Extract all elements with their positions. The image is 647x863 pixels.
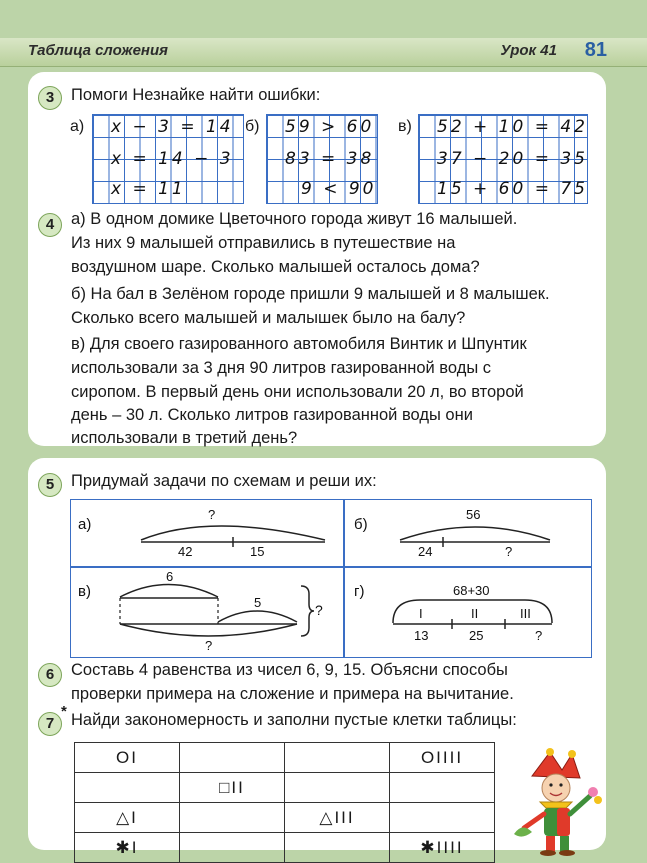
- task3-v-line3: 15 + 60 = 75: [437, 179, 588, 199]
- task4-line: Сколько всего малышей и малышек было на балу?: [71, 309, 466, 327]
- flower-icon: [588, 787, 598, 797]
- leaf-icon: [514, 827, 532, 836]
- task3-b-line1: 59 > 60: [285, 117, 375, 137]
- task-number-7: 7: [38, 712, 62, 736]
- scheme-a-right-value: 15: [250, 544, 265, 559]
- table-row: [75, 773, 495, 803]
- table-row: [75, 743, 495, 773]
- scheme-v-top: 6: [166, 569, 174, 584]
- table-cell: OIIII: [390, 743, 495, 773]
- table-cell-empty[interactable]: [390, 773, 495, 803]
- task4-line: использовали за 3 дня 90 литров газированной воды с: [71, 359, 492, 377]
- task3-b-line2: 83 = 38: [285, 149, 375, 169]
- task3-label-v: в): [398, 118, 412, 135]
- scheme-a: [78, 507, 325, 559]
- table-cell-empty[interactable]: [180, 833, 285, 863]
- task3-v-line1: 52 + 10 = 42: [437, 117, 588, 137]
- scheme-b-arc: [400, 527, 550, 540]
- scheme-g: [354, 583, 552, 643]
- task-number-4: 4: [38, 213, 62, 237]
- scheme-b-right-value: ?: [505, 544, 513, 559]
- scheme-g-label: г): [354, 583, 365, 600]
- table-cell-empty[interactable]: [285, 833, 390, 863]
- jester-arm: [524, 814, 544, 828]
- task6-line: Составь 4 равенства из чисел 6, 9, 15. Объясни способы: [71, 661, 508, 679]
- task4-line: сиропом. В первый день они использовали 20 л, во второй: [71, 383, 524, 401]
- scheme-a-label: а): [78, 516, 92, 533]
- task4-line: Из них 9 малышей отправились в путешествие на: [71, 234, 456, 252]
- task3-a-line3: x = 11: [111, 179, 186, 199]
- task4-line: б) На бал в Зелёном городе пришли 9 малышей и 8 малышек.: [71, 285, 550, 303]
- task3-b-line3: 9 < 90: [301, 179, 377, 199]
- table-cell: ✱IIII: [390, 833, 495, 863]
- jester-illustration: [510, 748, 610, 858]
- task7-star: *: [61, 703, 67, 720]
- table-cell: OI: [75, 743, 180, 773]
- task-number-6: 6: [38, 663, 62, 687]
- table-cell-empty[interactable]: [75, 773, 180, 803]
- scheme-g-part-2: II: [471, 606, 479, 621]
- table-cell-empty[interactable]: [285, 743, 390, 773]
- scheme-b-left-value: 24: [418, 544, 433, 559]
- table-row: [75, 833, 495, 863]
- jester-collar: [540, 802, 572, 808]
- scheme-v-bottom: ?: [205, 638, 213, 653]
- scheme-v-mid: 5: [254, 595, 262, 610]
- table-cell-empty[interactable]: [180, 743, 285, 773]
- jester-face: [542, 774, 570, 802]
- task4-line: использовали в третий день?: [71, 429, 298, 447]
- task3-a-line2: x = 14 − 3: [111, 149, 234, 169]
- table-cell: □II: [180, 773, 285, 803]
- table-cell: △III: [285, 803, 390, 833]
- table-row: [75, 803, 495, 833]
- jester-shoe: [559, 850, 575, 856]
- scheme-g-value-2: 25: [469, 628, 484, 643]
- scheme-b-label: б): [354, 516, 368, 533]
- table-cell-empty[interactable]: [180, 803, 285, 833]
- scheme-g-part-3: III: [520, 606, 531, 621]
- scheme-v-brace-value: ?: [315, 602, 323, 618]
- task7-title: Найди закономерность и заполни пустые клетки таблицы:: [71, 711, 517, 729]
- scheme-v-arc-6: [120, 585, 218, 598]
- scheme-v-arc-bottom: [120, 624, 297, 636]
- jester-bell: [546, 748, 554, 756]
- scheme-v: [78, 569, 323, 653]
- task3-title: Помоги Незнайке найти ошибки:: [71, 86, 321, 104]
- scheme-v-arc-5: [218, 611, 297, 622]
- task3-label-b: б): [245, 118, 260, 135]
- table-cell: ✱I: [75, 833, 180, 863]
- task-number-3: 3: [38, 86, 62, 110]
- scheme-g-part-1: I: [419, 606, 423, 621]
- pattern-table: [74, 742, 495, 863]
- task3-v-line2: 37 − 20 = 35: [437, 149, 588, 169]
- scheme-g-value-3: ?: [535, 628, 543, 643]
- task-number-5: 5: [38, 473, 62, 497]
- header-lesson: Урок 41: [500, 42, 557, 59]
- jester-arm: [570, 796, 590, 814]
- jester-shoe: [540, 850, 556, 856]
- table-cell: △I: [75, 803, 180, 833]
- header-section-title: Таблица сложения: [28, 42, 168, 59]
- task3-a-line1: x − 3 = 14: [111, 117, 234, 137]
- jester-eye: [559, 783, 562, 786]
- jester-eye: [549, 783, 552, 786]
- jester-bell: [568, 750, 576, 758]
- task4-line: день – 30 л. Сколько литров газированной воды они: [71, 406, 473, 424]
- jester-body-half: [557, 808, 570, 836]
- table-cell-empty[interactable]: [390, 803, 495, 833]
- scheme-b: [354, 507, 550, 559]
- scheme-v-label: в): [78, 583, 91, 600]
- task6-line: проверки примера на сложение и примера на вычитание.: [71, 685, 514, 703]
- task3-label-a: а): [70, 118, 85, 135]
- task4-line: в) Для своего газированного автомобиля Винтик и Шпунтик: [71, 335, 527, 353]
- flower-icon: [594, 796, 602, 804]
- task4-line: а) В одном домике Цветочного города живут 16 малышей.: [71, 210, 518, 228]
- task5-title: Придумай задачи по схемам и реши их:: [71, 472, 377, 490]
- scheme-b-top: 56: [466, 507, 481, 522]
- scheme-a-top: ?: [208, 507, 216, 522]
- table-cell-empty[interactable]: [285, 773, 390, 803]
- jester-leg: [560, 836, 569, 852]
- scheme-a-left-value: 42: [178, 544, 193, 559]
- page-number: 81: [584, 39, 607, 61]
- jester-leg: [546, 836, 555, 852]
- task4-line: воздушном шаре. Сколько малышей осталось дома?: [71, 258, 480, 276]
- scheme-v-brace: [301, 586, 314, 636]
- scheme-g-value-1: 13: [414, 628, 429, 643]
- scheme-g-top: 68+30: [453, 583, 490, 598]
